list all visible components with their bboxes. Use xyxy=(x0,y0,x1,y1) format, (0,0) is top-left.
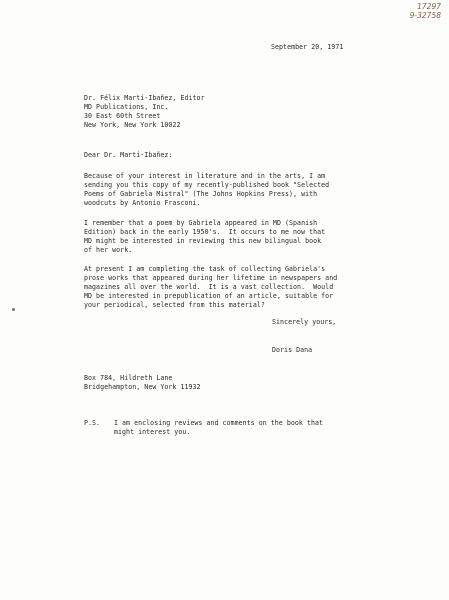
closing: Sincerely yours, xyxy=(272,318,337,326)
body-line: Edition) back in the early 1950's. It occurs to me now that xyxy=(84,228,326,236)
body-line: of her work. xyxy=(84,246,133,254)
salutation: Dear Dr. Martí-Ibañez: xyxy=(84,151,173,159)
body-line: MD might be interested in reviewing this new bilingual book xyxy=(84,237,322,245)
archive-marks xyxy=(410,2,441,20)
postscript-line: I am enclosing reviews and comments on the book that xyxy=(114,419,324,427)
body-line: Poems of Gabriela Mistral" (The Johns Hopkins Press), with xyxy=(84,190,318,198)
recipient-line: Dr. Félix Martí-Ibañez, Editor xyxy=(84,94,205,102)
body-line: prose works that appeared during her lifetime in newspapers and xyxy=(84,274,338,282)
signature-name: Doris Dana xyxy=(272,346,313,354)
recipient-line: MD Publications, Inc. xyxy=(84,103,169,111)
punch-mark xyxy=(12,308,15,311)
body-line: Because of your interest in literature and in the arts, I am xyxy=(84,172,326,180)
archive-mark-1: 17297 xyxy=(417,2,441,11)
body-line: MD be interested in prepublication of an article, suitable for xyxy=(84,292,334,300)
recipient-line: 30 East 60th Street xyxy=(84,112,161,120)
recipient-line: New York, New York 10022 xyxy=(84,121,181,129)
sender-address-line: Box 784, Hildreth Lane xyxy=(84,374,173,382)
letter-date: September 20, 1971 xyxy=(271,43,344,51)
archive-mark-2: 9-32758 xyxy=(409,11,441,20)
body-line: woodcuts by Antonio Frasconi. xyxy=(84,199,201,207)
body-line: At present I am completing the task of collecting Gabriela's xyxy=(84,265,326,273)
body-line: sending you this copy of my recently-published book "Selected xyxy=(84,181,330,189)
postscript-line: might interest you. xyxy=(114,428,191,436)
body-line: magazines all over the world. It is a vast collection. Would xyxy=(84,283,334,291)
body-line: I remember that a poem by Gabriela appeared in MD (Spanish xyxy=(84,219,318,227)
body-line: your periodical, selected from this material? xyxy=(84,301,265,309)
postscript-label: P.S. xyxy=(84,419,101,427)
sender-address-line: Bridgehampton, New York 11932 xyxy=(84,383,201,391)
